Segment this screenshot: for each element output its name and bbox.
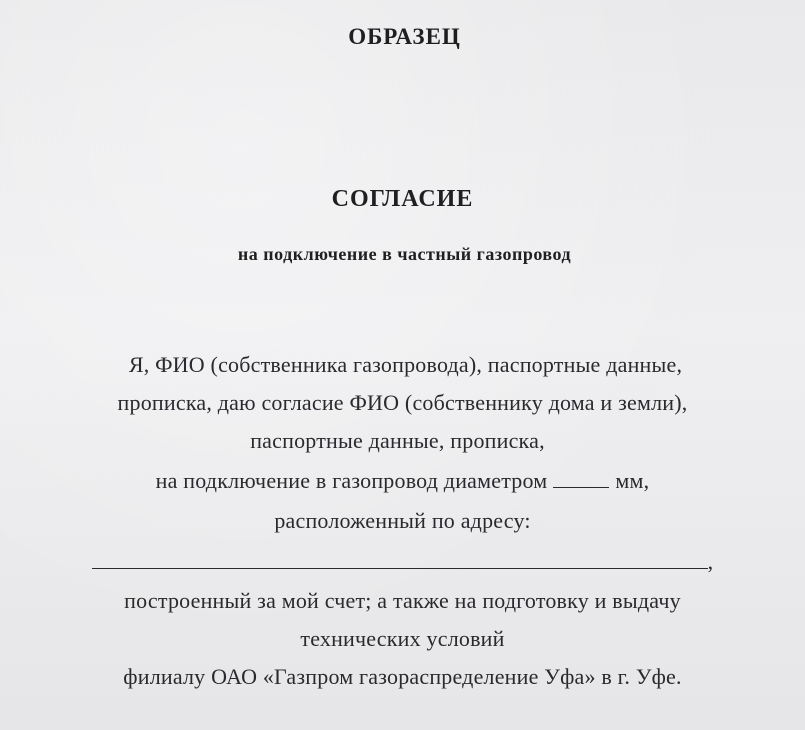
document-title: СОГЛАСИЕ xyxy=(331,186,474,212)
address-comma: , xyxy=(707,549,714,574)
body-line: паспортные данные, прописка, xyxy=(250,428,545,453)
address-line xyxy=(0,546,805,575)
body-line: филиалу ОАО «Газпром газораспределение Уфа» в г. Уфе. xyxy=(123,664,682,689)
sample-stamp: ОБРАЗЕЦ xyxy=(348,24,461,49)
body-line: технических условий xyxy=(300,626,505,651)
body-line: Я, ФИО (собственника газопровода), паспортные данные, xyxy=(128,352,683,377)
body-line: прописка, даю согласие ФИО (собственнику дома и земли), xyxy=(117,390,688,415)
diameter-unit: мм, xyxy=(615,468,650,493)
body-line: расположенный по адресу: xyxy=(274,508,531,533)
diameter-label: на подключение в газопровод диаметром xyxy=(155,468,548,493)
address-blank-field xyxy=(92,546,708,569)
body-line-diameter xyxy=(0,468,805,494)
document-subtitle: на подключение в частный газопровод xyxy=(237,244,572,264)
body-line: построенный за мой счет; а также на подготовку и выдачу xyxy=(124,588,681,613)
diameter-blank-field xyxy=(553,469,609,488)
